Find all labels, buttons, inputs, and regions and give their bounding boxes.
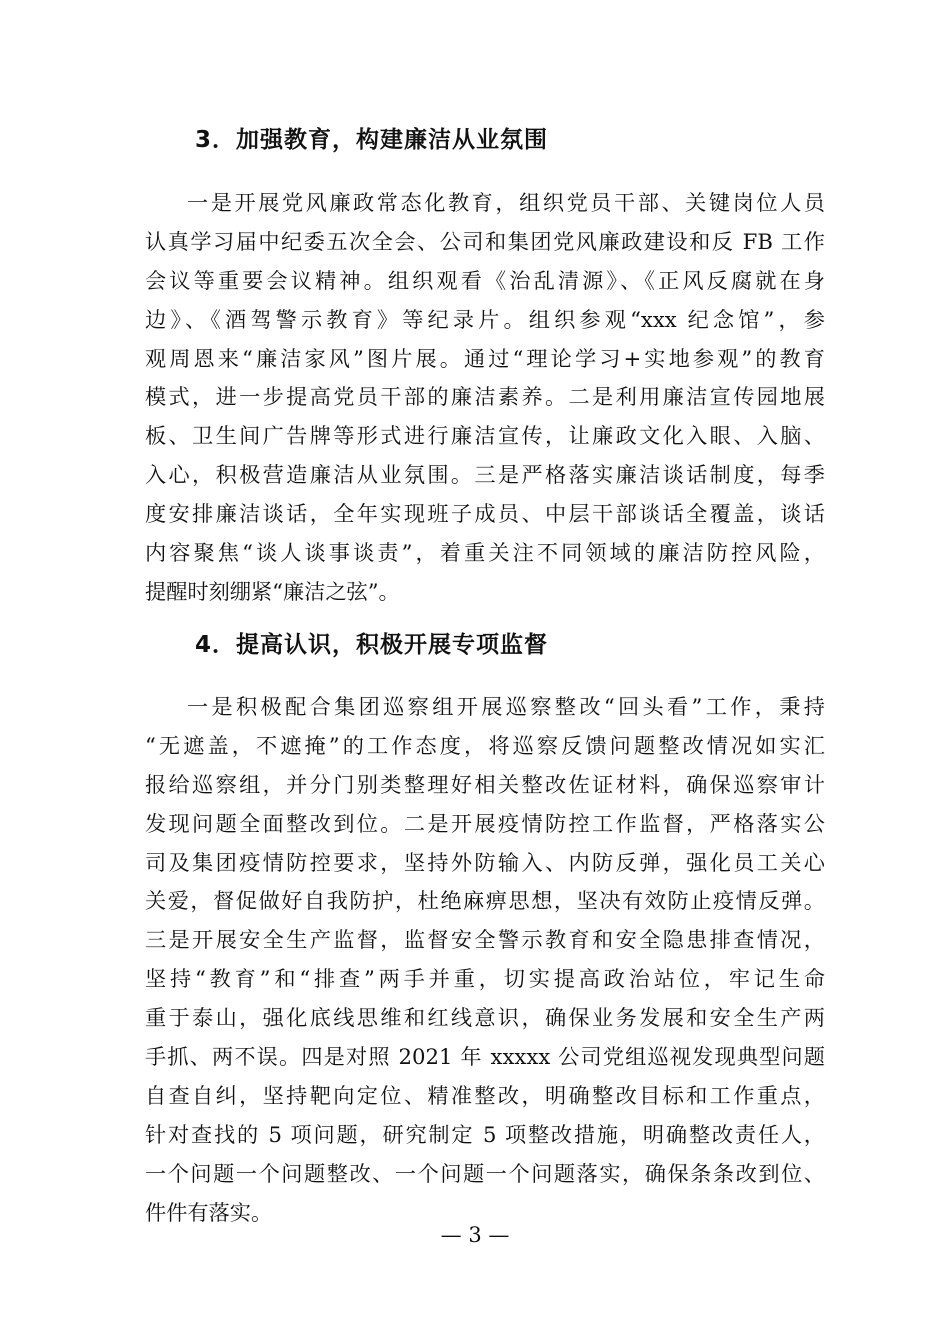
- paragraph-line: 关爱，督促做好自我防护，杜绝麻痹思想，坚决有效防止疫情反弹。: [145, 888, 825, 914]
- paragraph-line: 提醒时刻绷紧“廉洁之弦”。: [145, 578, 400, 604]
- section-3-paragraph: [145, 184, 825, 612]
- paragraph-line: 板、卫生间广告牌等形式进行廉洁宣传，让廉政文化入眼、入脑、: [145, 423, 825, 449]
- paragraph-line: 重于泰山，强化底线思维和红线意识，确保业务发展和安全生产两: [145, 1005, 825, 1031]
- paragraph-line: 内容聚焦“谈人谈事谈责”，着重关注不同领域的廉洁防控风险，: [145, 540, 825, 566]
- paragraph-line: 针对查找的 5 项问题，研究制定 5 项整改措施，明确整改责任人，: [145, 1121, 825, 1147]
- paragraph-line: 发现问题全面整改到位。二是开展疫情防控工作监督，严格落实公: [145, 810, 825, 836]
- paragraph-line: 会议等重要会议精神。组织观看《治乱清源》、《正风反腐就在身: [145, 267, 825, 293]
- paragraph-line: 边》、《酒驾警示教育》等纪录片。组织参观“xxx 纪念馆”，参: [145, 306, 825, 332]
- paragraph-line: 坚持“教育”和“排查”两手并重，切实提高政治站位，牢记生命: [145, 966, 825, 992]
- paragraph-line: 报给巡察组，并分门别类整理好相关整改佐证材料，确保巡察审计: [145, 771, 825, 797]
- paragraph-line: 手抓、两不误。四是对照 2021 年 xxxxx 公司党组巡视发现典型问题: [145, 1044, 825, 1070]
- paragraph-line: 一是积极配合集团巡察组开展巡察整改“回头看”工作，秉持: [187, 694, 825, 719]
- paragraph-line: “无遮盖，不遮掩”的工作态度，将巡察反馈问题整改情况如实汇: [145, 732, 825, 758]
- section-4-paragraph: [145, 688, 825, 1232]
- paragraph-line: 件件有落实。: [145, 1199, 273, 1225]
- paragraph-line: 度安排廉洁谈话，全年实现班子成员、中层干部谈话全覆盖，谈话: [145, 501, 825, 527]
- paragraph-line: 观周恩来“廉洁家风”图片展。通过“理论学习+实地参观”的教育: [145, 345, 825, 371]
- section-4-heading: 4．提高认识，积极开展专项监督: [195, 632, 549, 658]
- paragraph-line: 三是开展安全生产监督，监督安全警示教育和安全隐患排查情况，: [145, 927, 825, 953]
- paragraph-line: 认真学习届中纪委五次全会、公司和集团党风廉政建设和反 FB 工作: [145, 228, 825, 254]
- paragraph-line: 一个问题一个问题整改、一个问题一个问题落实，确保条条改到位、: [145, 1160, 825, 1186]
- paragraph-line: 入心，积极营造廉洁从业氛围。三是严格落实廉洁谈话制度，每季: [145, 462, 825, 488]
- page-number: — 3 —: [440, 1223, 510, 1247]
- paragraph-line: 一是开展党风廉政常态化教育，组织党员干部、关键岗位人员: [187, 190, 825, 215]
- section-3-heading: 3．加强教育，构建廉洁从业氛围: [195, 127, 549, 153]
- paragraph-line: 司及集团疫情防控要求，坚持外防输入、内防反弹，强化员工关心: [145, 849, 825, 875]
- paragraph-line: 模式，进一步提高党员干部的廉洁素养。二是利用廉洁宣传园地展: [145, 384, 825, 410]
- paragraph-line: 自查自纠，坚持靶向定位、精准整改，明确整改目标和工作重点，: [145, 1082, 825, 1108]
